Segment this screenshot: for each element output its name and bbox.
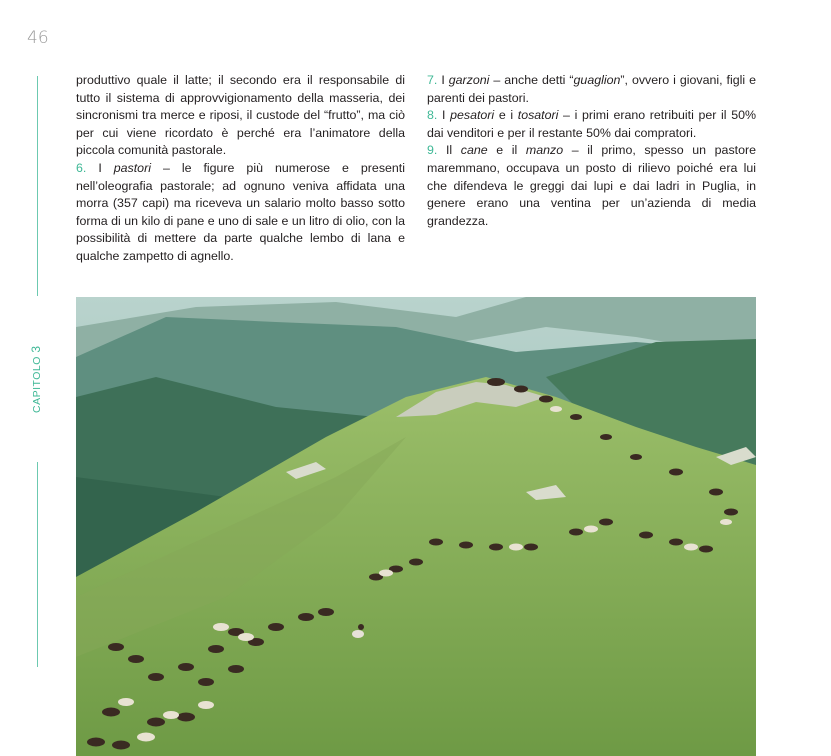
chapter-label xyxy=(29,345,43,413)
item-7-term2: guaglion xyxy=(573,73,621,87)
chapter-rule-bottom xyxy=(37,462,38,667)
intro-paragraph: produttivo quale il latte; il secondo era il responsabile di tutto il sistema di approvvigionamento della masseria, dei sincronismi tra merce e riposi, il custode del “frutto”, ma ciò per cui viene ricordato è perché era l’animatore della piccola comunità pastorale. xyxy=(76,73,405,158)
item-9-mid: e il xyxy=(487,143,526,158)
item-6-number: 6. xyxy=(76,160,87,175)
item-7-article: I xyxy=(441,73,449,87)
right-text-column xyxy=(427,72,756,230)
item-7-term: garzoni xyxy=(448,73,490,87)
mountain-sheep-photo xyxy=(76,297,756,756)
chapter-number: 3 xyxy=(29,345,43,353)
item-7-paragraph xyxy=(427,72,756,107)
chapter-rule-top xyxy=(37,76,38,296)
item-8-paragraph xyxy=(427,107,756,142)
page-number: 46 xyxy=(27,28,49,48)
item-8-term2: tosatori xyxy=(517,108,559,123)
item-8-number: 8. xyxy=(427,108,438,123)
left-text-column xyxy=(76,72,405,266)
item-7-number: 7. xyxy=(427,73,438,87)
item-7-text: ”, ovvero i giovani, figli e parenti dei pastori. xyxy=(427,73,756,105)
item-9-text: – il primo, spesso un pastore maremmano, occupava un posto di rilievo poiché era lui che difendeva le greggi dai lupi e dai ladri in Puglia, in genere erano una ventina per un’azienda di media grandezza. xyxy=(427,143,756,228)
photo-illustration xyxy=(76,297,756,756)
item-9-paragraph xyxy=(427,142,756,230)
item-6-article: I xyxy=(98,160,114,175)
item-9-term2: manzo xyxy=(525,143,564,158)
item-9-article: Il xyxy=(445,143,461,158)
item-8-term: pesatori xyxy=(450,108,495,123)
item-6-text: – le figure più numerose e presenti nell’oleografia pastorale; ad ognuno veniva affidata una morra (357 capi) ma riceveva un salario molto basso sotto forma di un kilo di pane e uno di sale e un litro di olio, con la possibilità di mettere da parte qualche lembo di lana e qualche zampetto di agnello. xyxy=(76,160,405,263)
item-9-number: 9. xyxy=(427,143,438,158)
item-9-term: cane xyxy=(460,143,488,158)
item-7-mid: – anche detti “ xyxy=(489,73,574,87)
item-6-term: pastori xyxy=(113,160,151,175)
item-8-article: I xyxy=(442,108,451,123)
item-8-text: – i primi erano retribuiti per il 50% dai venditori e per il restante 50% dai compratori. xyxy=(427,108,756,140)
chapter-label-text: CAPITOLO xyxy=(31,356,43,413)
item-6-paragraph xyxy=(76,160,405,266)
item-8-mid: e i xyxy=(494,108,518,123)
